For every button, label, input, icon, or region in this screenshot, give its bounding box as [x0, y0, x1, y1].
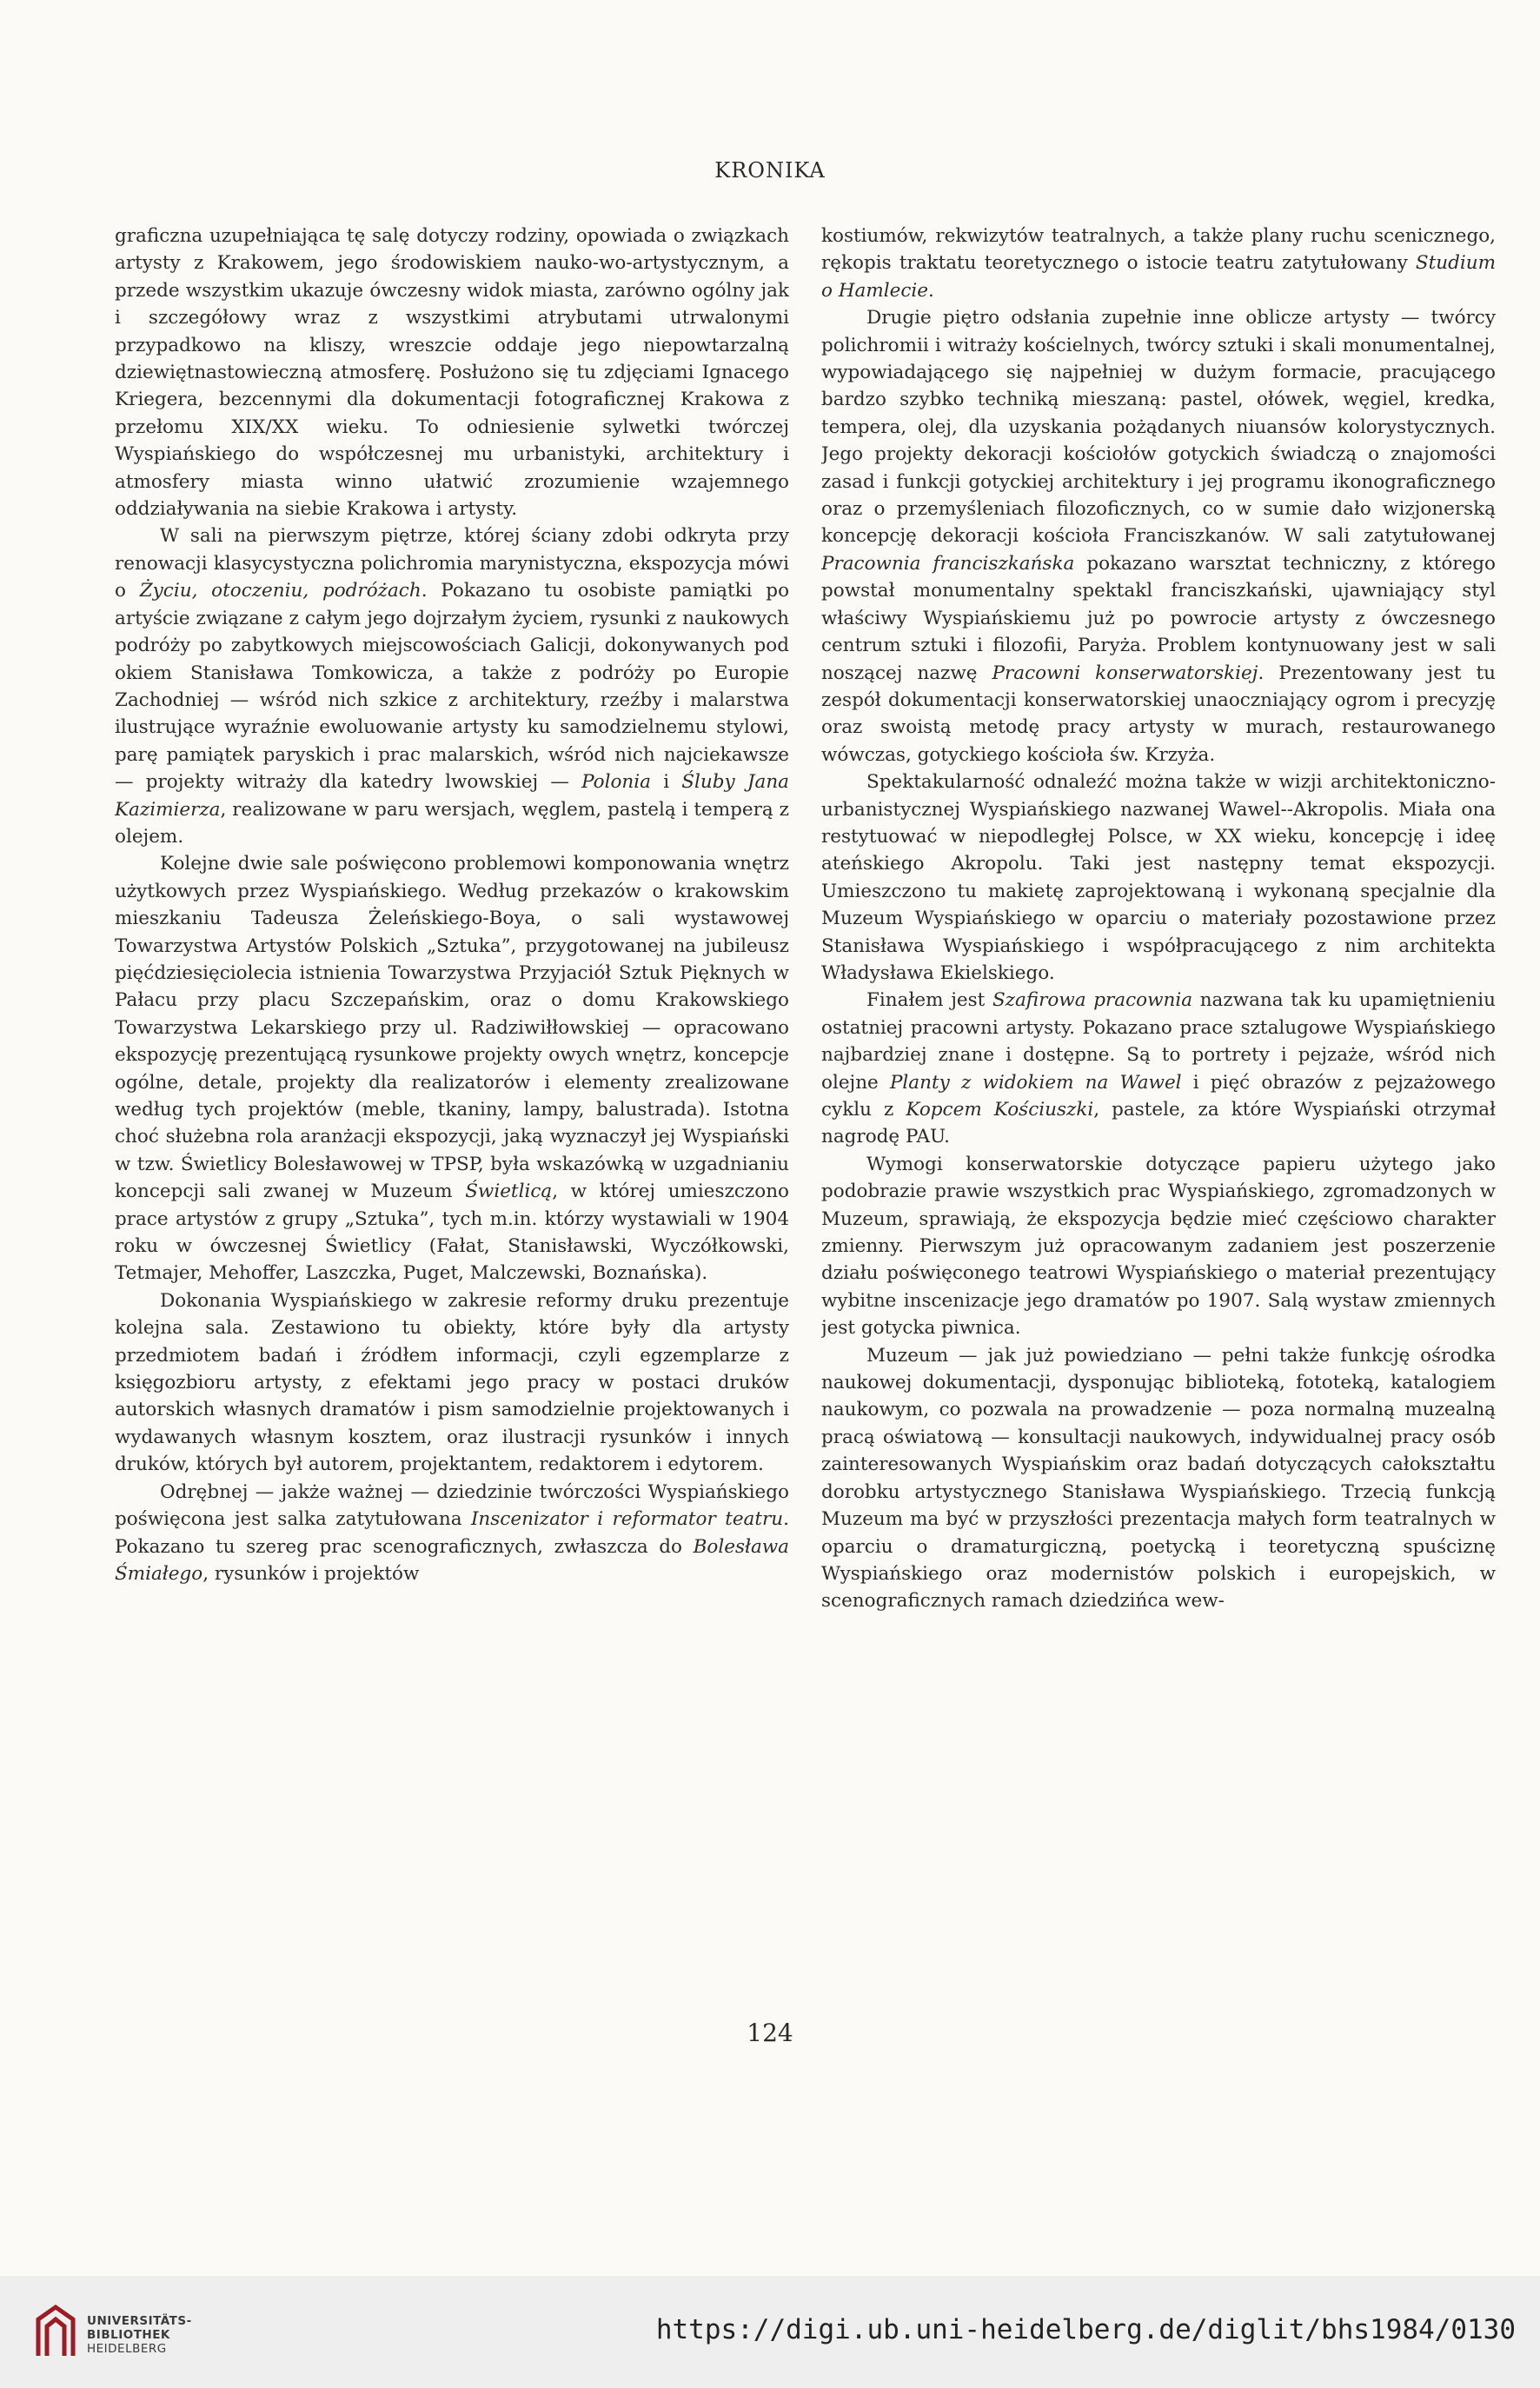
running-head: KRONIKA — [714, 158, 826, 183]
paragraph: Muzeum — jak już powiedziano — pełni także funkcję ośrodka naukowej dokumentacji, dysponując biblioteką, fototeką, katalogiem naukowym, co pozwala na prowadzenie — poza normalną muzealną pracą oświatową — konsultacji naukowych, indywidualnej pracy osób zainteresowanych Wyspiańskim oraz badań dotyczących całokształtu dorobku artystycznego Stanisława Wyspiańskiego. Trzecią funkcją Muzeum ma być w przyszłości prezentacja małych form teatralnych w oparciu o dramaturgiczną, poetycką i teoretyczną spuściznę Wyspiańskiego oraz modernistów polskich i europejskich, w scenograficznych ramach dziedzińca wew- — [821, 1344, 1496, 1613]
paragraph: Drugie piętro odsłania zupełnie inne oblicze artysty — twórcy polichromii i witraży kościelnych, twórcy sztuki i skali monumentalnej, wypowiadającego się najpełniej w dużym formacie, pracującego bardzo szybko techniką mieszaną: pastel, ołówek, węgiel, kredka, tempera, olej, dla uzyskania pożądanych niuansów kolorystycznych. Jego projekty dekoracji kościołów gotyckich świadczą o znajomości zasad i funkcji gotyckiej architektury i jej programu ikonograficznego oraz o przemyśleniach filozoficznych, co w sumie dało wizjonerską koncepcję dekoracji kościoła Franciszkanów. W sali zatytułowanej Pracownia franciszkańska pokazano warsztat techniczny, z którego powstał monumentalny spektakl franciszkański, ujawniający styl właściwy Wyspiańskiemu już po powrocie artysty z ówczesnego centrum sztuki i filozofii, Paryża. Problem kontynuowany jest w sali noszącej nazwę Pracowni konserwatorskiej. Prezentowany jest tu zespół dokumentacji konserwatorskiej unaoczniający ogrom i precyzję oraz swoistą metodę pracy artysty w murach, restaurowanego wówczas, gotyckiego kościoła św. Krzyża. — [821, 307, 1496, 766]
library-logo[interactable] — [33, 2298, 242, 2368]
paragraph: Wymogi konserwatorskie dotyczące papieru użytego jako podobrazie prawie wszystkich prac Wyspiańskiego, zgromadzonych w Muzeum, sprawiają, że ekspozycja będzie mieć częściowo charakter zmienny. Pierwszym już opracowanym zadaniem jest poszerzenie działu poświęconego teatrowi Wyspiańskiego o materiał prezentujący wybitne inscenizacje jego dramatów po 1907. Salą wystaw zmiennych jest gotycka piwnica. — [821, 1153, 1496, 1340]
page-number: 124 — [747, 2019, 793, 2047]
library-line-1: UNIVERSITÄTS- — [87, 2314, 192, 2328]
paragraph: Kolejne dwie sale poświęcono problemowi komponowania wnętrz użytkowych przez Wyspiańskiego. Według przekazów o krakowskim mieszkaniu Tadeusza Żeleńskiego-Boya, o sali wystawowej Towarzystwa Artystów Polskich „Sztuka”, przygotowanej na jubileusz pięćdziesięciolecia istnienia Towarzystwa Przyjaciół Sztuk Pięknych w Pałacu przy placu Szczepańskim, oraz o domu Krakowskiego Towarzystwa Lekarskiego przy ul. Radziwiłłowskiej — opracowano ekspozycję prezentującą rysunkowe projekty owych wnętrz, koncepcje ogólne, detale, projekty dla realizatorów i elementy zrealizowane według tych projektów (meble, tkaniny, lampy, balustrada). Istotna choć służebna rola aranżacji ekspozycji, jaką wyznaczył jej Wyspiański w tzw. Świetlicy Bolesławowej w TPSP, była wskazówką w uzgadnianiu koncepcji sali zwanej w Muzeum Świetlicą, w której umieszczono prace artystów z grupy „Sztuka”, tych m.in. którzy wystawiali w 1904 roku w ówczesnej Świetlicy (Fałat, Stanisławski, Wyczółkowski, Tetmajer, Mehoffer, Laszczka, Puget, Malczewski, Boznańska). — [115, 853, 789, 1285]
paragraph: W sali na pierwszym piętrze, której ściany zdobi odkryta przy renowacji klasycystyczna polichromia marynistyczna, ekspozycja mówi o Życiu, otoczeniu, podróżach. Pokazano tu osobiste pamiątki po artyście związane z całym jego dojrzałym życiem, rysunki z naukowych podróży po zabytkowych miejscowościach Galicji, dokonywanych pod okiem Stanisława Tomkowicza, a także z podróży po Europie Zachodniej — wśród nich szkice z architektury, rzeźby i malarstwa ilustrujące wyraźnie ewoluowanie artysty ku samodzielnemu stylowi, parę pamiątek paryskich i prac malarskich, wśród nich najciekawsze — projekty witraży dla katedry lwowskiej — Polonia i Śluby Jana Kazimierza, realizowane w paru wersjach, węglem, pastelą i temperą z olejem. — [115, 525, 789, 848]
paragraph: Spektakularność odnaleźć można także w wizji architektoniczno-urbanistycznej Wyspiańskiego nazwanej Wawel--Akropolis. Miała ona restytuować w niepodległej Polsce, w XX wieku, koncepcję i ideę ateńskiego Akropolu. Taki jest następny temat ekspozycji. Umieszczono tu makietę zaprojektowaną i wykonaną specjalnie dla Muzeum Wyspiańskiego w oparciu o materiały pozostawione przez Stanisława Wyspiańskiego i współpracującego z nim architekta Władysława Ekielskiego. — [821, 771, 1496, 984]
library-line-3: HEIDELBERG — [87, 2342, 167, 2356]
paragraph: graficzna uzupełniająca tę salę dotyczy rodziny, opowiada o związkach artysty z Krakowem, jego środowiskiem nauko-wo-artystycznym, a przede wszystkim ukazuje ówczesny widok miasta, zarówno ogólny jak i szczegółowy wraz z wszystkimi atrybutami utrwalonymi przypadkowo na kliszy, wreszcie oddaje jego niepowtarzalną dziewiętnastowieczną atmosferę. Posłużono się tu zdjęciami Ignacego Kriegera, bezcennymi dla dokumentacji fotograficznej Krakowa z przełomu XIX/XX wieku. To odniesienie sylwetki twórczej Wyspiańskiego do współczesnej mu urbanistyki, architektury i atmosfery miasta winno ułatwić zrozumienie wzajemnego oddziaływania na siebie Krakowa i artysty. — [115, 225, 789, 521]
digitization-footer — [0, 2276, 1540, 2388]
paragraph: Dokonania Wyspiańskiego w zakresie reformy druku prezentuje kolejna sala. Zestawiono tu obiekty, które były dla artysty przedmiotem badań i źródłem informacji, czyli egzemplarze z księgozbioru artysty, z efektami jego pracy w postaci druków autorskich własnych dramatów i pism samodzielnie projektowanych i wydawanych własnym kosztem, oraz ilustracji rysunków i innych druków, których był autorem, projektantem, redaktorem i edytorem. — [115, 1289, 789, 1476]
paragraph: Odrębnej — jakże ważnej — dziedzinie twórczości Wyspiańskiego poświęcona jest salka zatytułowana Inscenizator i reformator teatru. Pokazano tu szereg prac scenograficznych, zwłaszcza do Bolesława Śmiałego, rysunków i projektów — [115, 1480, 789, 1585]
paragraph: kostiumów, rekwizytów teatralnych, a także plany ruchu scenicznego, rękopis traktatu teoretycznego o istocie teatru zatytułowany Studium o Hamlecie. — [821, 225, 1496, 302]
left-column — [115, 223, 789, 1979]
library-emblem-icon — [33, 2304, 78, 2361]
right-column — [821, 223, 1496, 1979]
paragraph: Finałem jest Szafirowa pracownia nazwana tak ku upamiętnieniu ostatniej pracowni artysty. Pokazano prace sztalugowe Wyspiańskiego najbardziej znane i dostępne. Są to portrety i pejzaże, wśród nich olejne Planty z widokiem na Wawel i pięć obrazów z pejzażowego cyklu z Kopcem Kościuszki, pastele, za które Wyspiański otrzymał nagrodę PAU. — [821, 989, 1496, 1148]
permalink-url[interactable]: https://digi.ub.uni-heidelberg.de/diglit/bhs1984/0130 — [655, 2314, 1516, 2345]
library-name — [87, 2314, 192, 2356]
library-line-2: BIBLIOTHEK — [87, 2328, 170, 2342]
